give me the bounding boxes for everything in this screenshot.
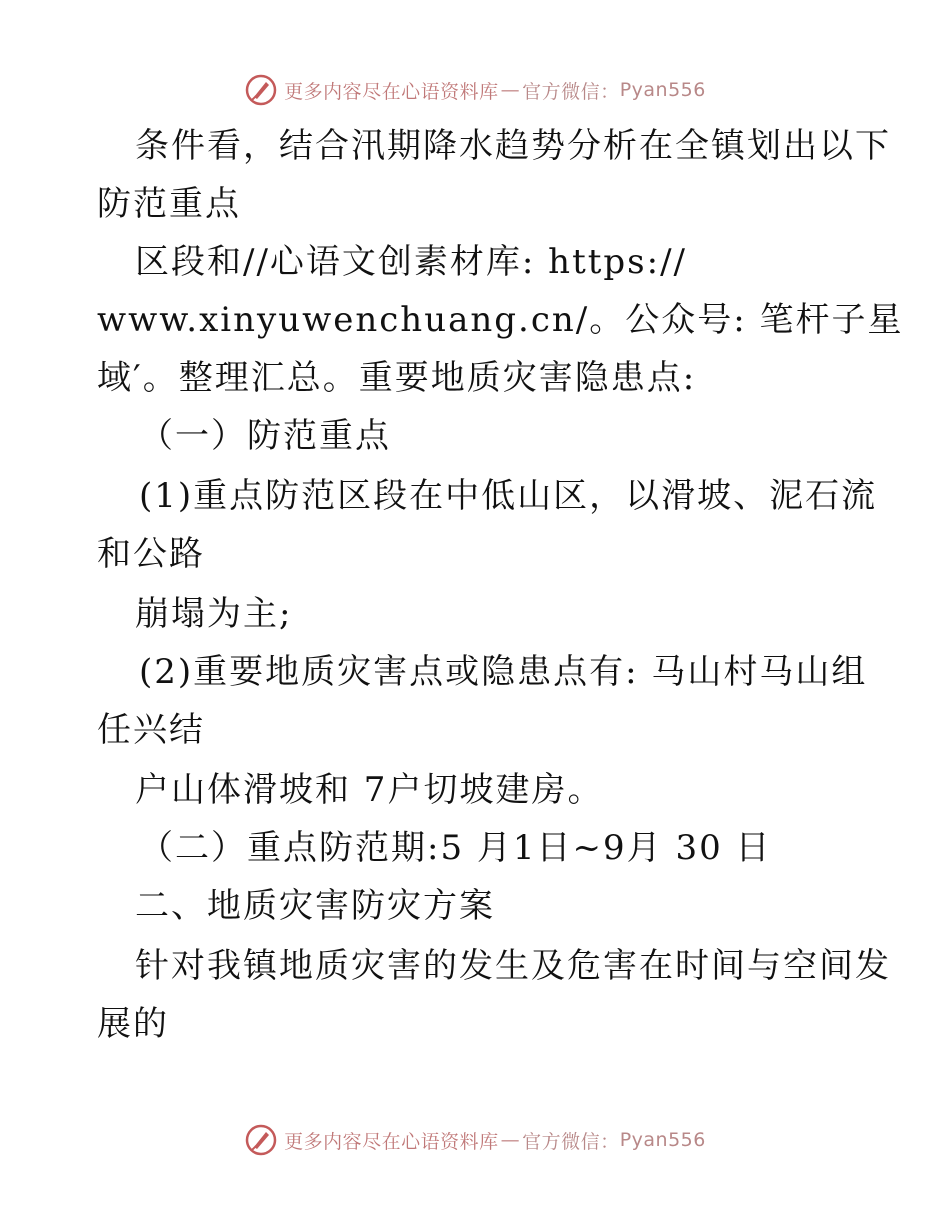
paragraph-line: 展的 bbox=[97, 1004, 169, 1044]
watermark-separator: — bbox=[500, 79, 521, 101]
feather-pen-icon bbox=[244, 73, 278, 107]
paragraph-line: 任兴结 bbox=[97, 710, 205, 750]
watermark-wechat-id: Pyan556 bbox=[619, 79, 706, 101]
section-heading: （二）重点防范期:5 月1日~9月 30 日 bbox=[139, 828, 772, 868]
section-heading: （一）防范重点 bbox=[139, 416, 391, 456]
paragraph-line: www.xinyuwenchuang.cn/。公众号: 笔杆子星 bbox=[97, 300, 904, 340]
paragraph-line: 域′。整理汇总。重要地质灾害隐患点: bbox=[97, 358, 697, 398]
paragraph-line: 区段和//心语文创素材库: https:// bbox=[135, 242, 687, 282]
feather-pen-icon bbox=[244, 1123, 278, 1157]
watermark-brand-text: 更多内容尽在心语资料库 bbox=[284, 1130, 499, 1153]
watermark-banner-top bbox=[0, 70, 950, 110]
watermark-separator: — bbox=[500, 1129, 521, 1151]
section-heading: 二、地质灾害防灾方案 bbox=[135, 886, 495, 926]
watermark-brand-text: 更多内容尽在心语资料库 bbox=[284, 80, 499, 103]
paragraph-line: 条件看，结合汛期降水趋势分析在全镇划出以下 bbox=[135, 126, 891, 166]
paragraph-line: 崩塌为主; bbox=[135, 594, 293, 634]
paragraph-line: 针对我镇地质灾害的发生及危害在时间与空间发 bbox=[135, 946, 891, 986]
watermark-wechat-label: 官方微信： bbox=[522, 80, 620, 103]
paragraph-line: 防范重点 bbox=[97, 184, 241, 224]
watermark-wechat-label: 官方微信： bbox=[522, 1130, 620, 1153]
watermark-banner-bottom bbox=[0, 1120, 950, 1160]
paragraph-line: 和公路 bbox=[97, 534, 205, 574]
watermark-wechat-id: Pyan556 bbox=[619, 1129, 706, 1151]
paragraph-line: 户山体滑坡和 7户切坡建房。 bbox=[135, 770, 604, 810]
paragraph-line: (2)重要地质灾害点或隐患点有: 马山村马山组 bbox=[139, 652, 868, 692]
paragraph-line: (1)重点防范区段在中低山区，以滑坡、泥石流 bbox=[139, 476, 878, 516]
